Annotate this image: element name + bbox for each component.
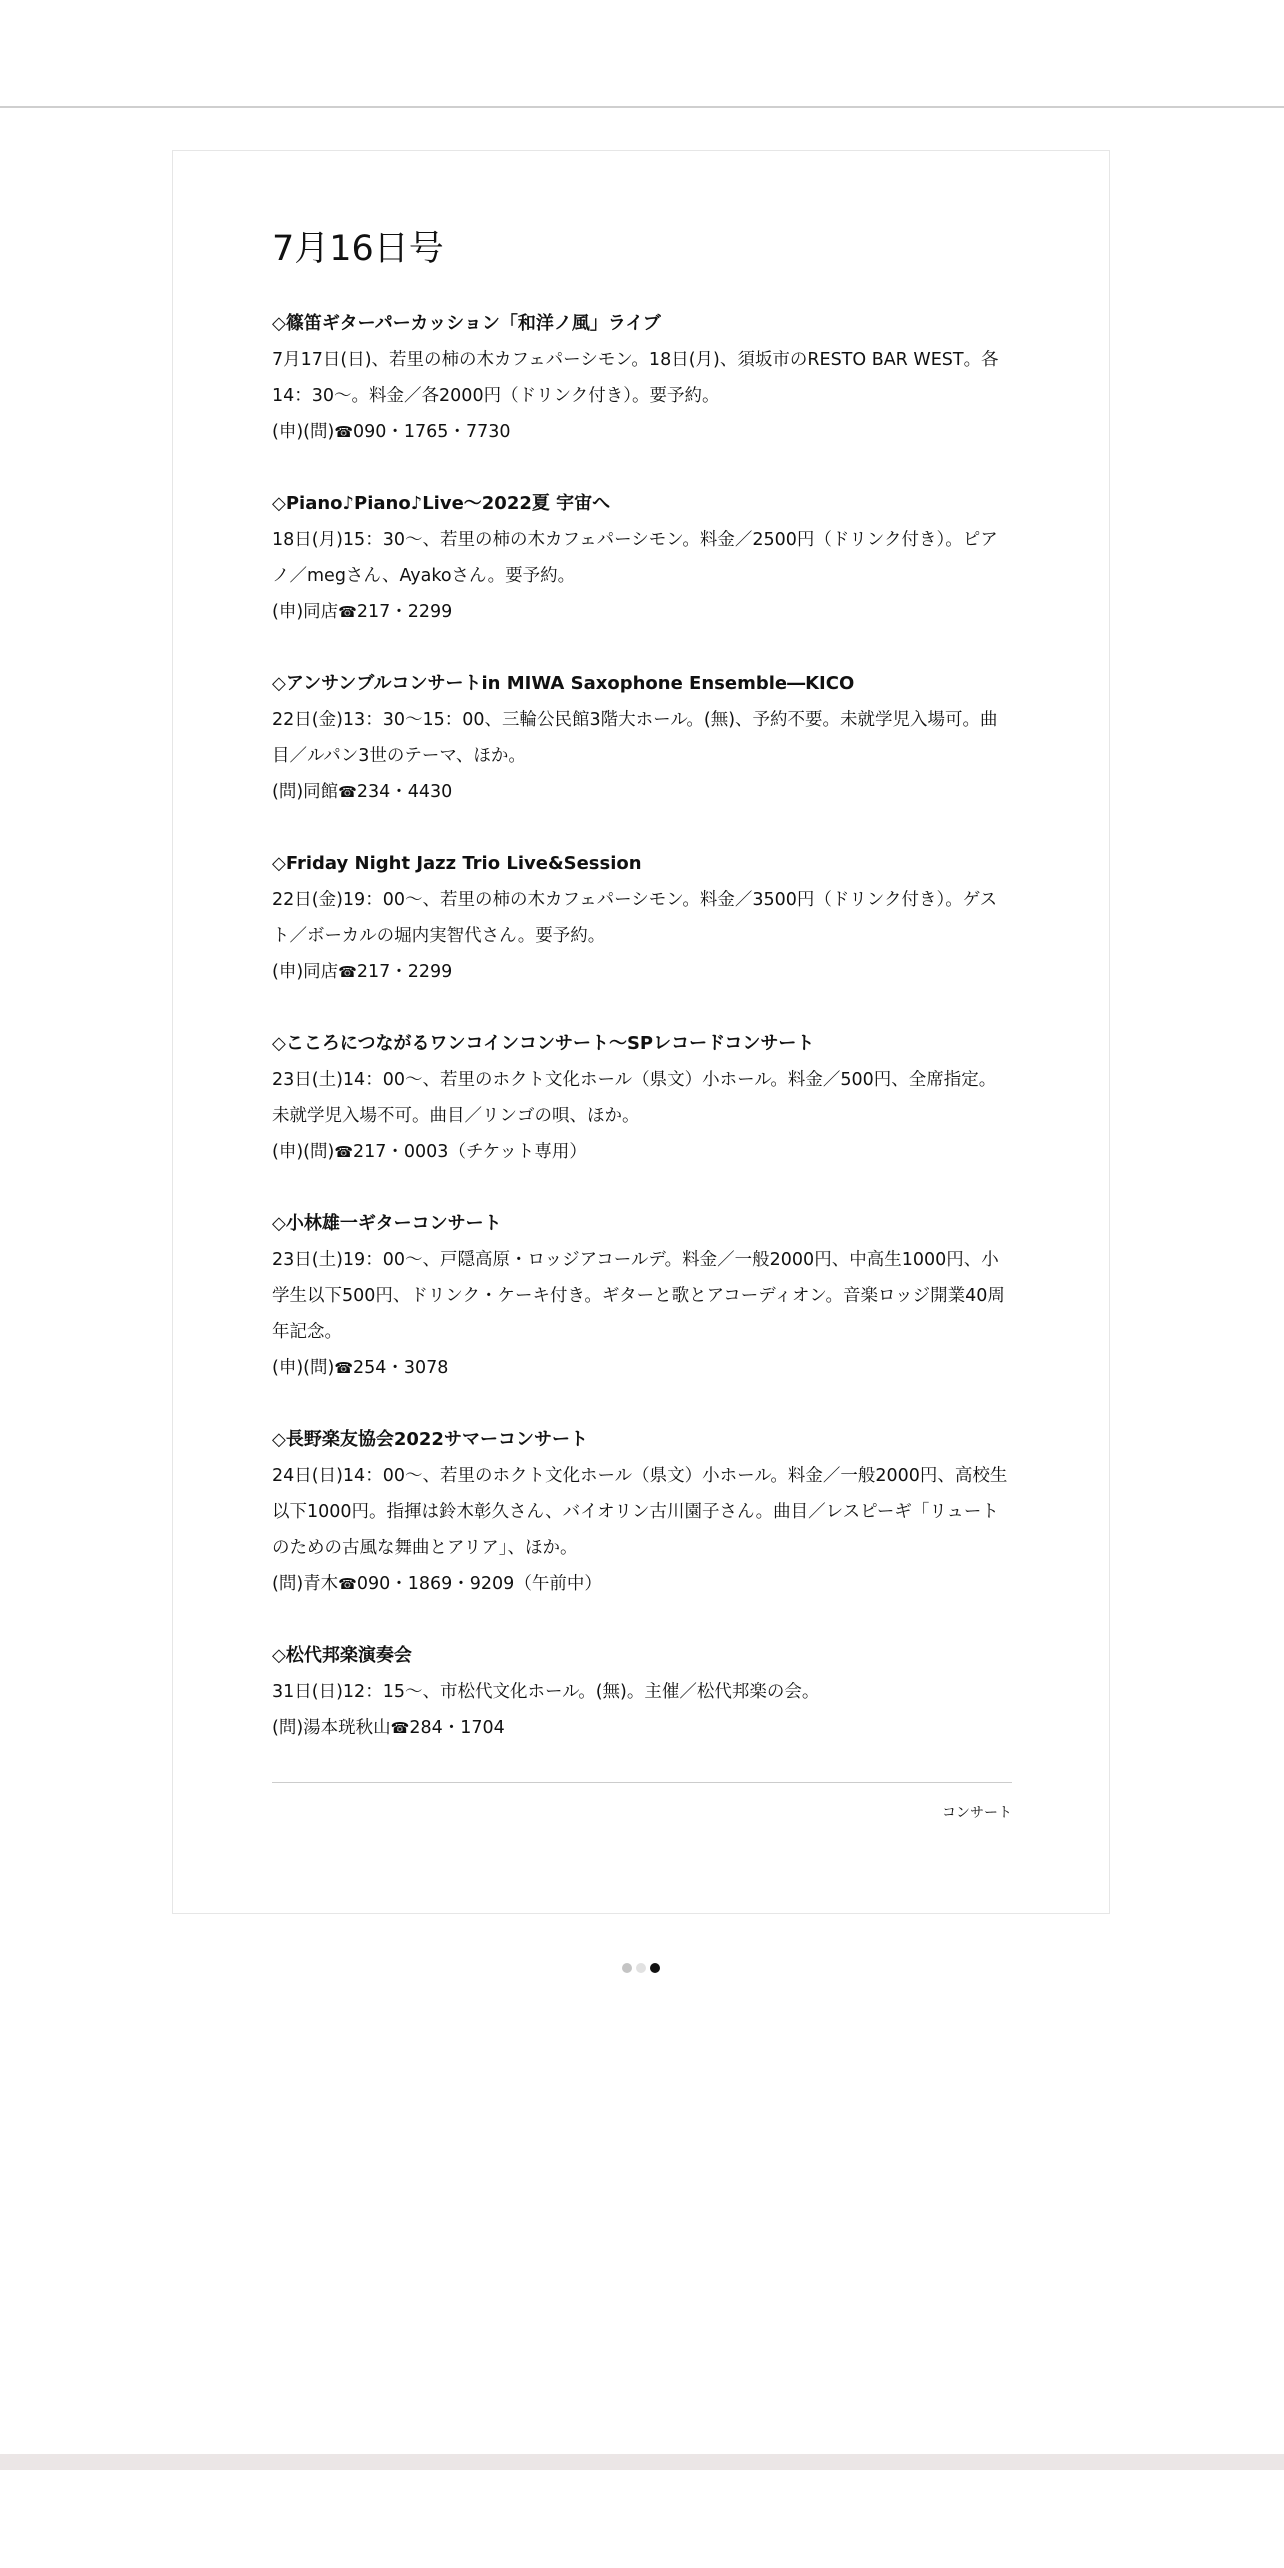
contact-number: 090・1765・7730 (353, 422, 511, 442)
event-description: 7月17日(日)、若里の柿の木カフェパーシモン。18日(月)、須坂市のRESTO BAR WEST。各14：30〜。料金／各2000円（ドリンク付き）。要予約。 (272, 350, 999, 406)
contact-label: (申)同店 (272, 602, 339, 622)
event-item (272, 1638, 1012, 1746)
phone-icon: ☎ (334, 1143, 353, 1161)
event-title: ◇小林雄一ギターコンサート (272, 1213, 502, 1234)
category-tag[interactable]: コンサート (942, 1805, 1012, 1821)
contact-number: 254・3078 (353, 1358, 449, 1378)
event-description: 22日(金)19：00〜、若里の柿の木カフェパーシモン。料金／3500円（ドリンク付き）。ゲスト／ボーカルの堀内実智代さん。要予約。 (272, 890, 998, 946)
contact-label: (申)(問) (272, 1142, 335, 1162)
contact-number: 217・2299 (356, 962, 453, 982)
contact-label: (申)同店 (272, 962, 339, 982)
pagination-dots (622, 1962, 660, 1974)
site-header (0, 0, 1284, 108)
phone-icon: ☎ (338, 603, 357, 621)
contact-label: (問)青木 (272, 1574, 339, 1594)
contact-label: (申)(問) (272, 422, 335, 442)
event-contact (272, 1134, 1012, 1170)
event-title: ◇Piano♪Piano♪Live〜2022夏 宇宙へ (272, 493, 611, 514)
event-contact (272, 594, 1012, 630)
phone-icon: ☎ (338, 963, 357, 981)
phone-icon: ☎ (390, 1719, 410, 1737)
phone-icon: ☎ (338, 783, 357, 801)
event-title: ◇Friday Night Jazz Trio Live&Session (272, 853, 642, 874)
contact-number: 234・4430 (356, 782, 453, 802)
pager-dot[interactable] (622, 1963, 632, 1973)
contact-number: 217・0003（チケット専用） (353, 1142, 587, 1162)
event-title: ◇松代邦楽演奏会 (272, 1645, 412, 1666)
event-title: ◇篠笛ギターパーカッション「和洋ノ風」ライブ (272, 313, 661, 334)
event-contact (272, 1566, 1012, 1602)
contact-label: (申)(問) (272, 1358, 335, 1378)
divider (272, 1782, 1012, 1783)
event-description: 22日(金)13：30〜15：00、三輪公民館3階大ホール。(無)、予約不要。未就学児入場可。曲目／ルパン3世のテーマ、ほか。 (272, 710, 998, 766)
event-contact (272, 954, 1012, 990)
article-card (172, 150, 1110, 1914)
event-item (272, 306, 1012, 450)
event-item (272, 1422, 1012, 1602)
event-description: 24日(日)14：00〜、若里のホクト文化ホール（県文）小ホール。料金／一般2000円、高校生以下1000円。指揮は鈴木彰久さん、バイオリン古川園子さん。曲目／レスピーギ「リュートのための古風な舞曲とアリア」、ほか。 (272, 1466, 1008, 1558)
event-contact (272, 1710, 1012, 1746)
event-description: 23日(土)14：00〜、若里のホクト文化ホール（県文）小ホール。料金／500円、全席指定。未就学児入場不可。曲目／リンゴの唄、ほか。 (272, 1070, 997, 1126)
event-item (272, 1026, 1012, 1170)
event-description: 31日(日)12：15〜、市松代文化ホール。(無)。主催／松代邦楽の会。 (272, 1682, 820, 1702)
event-item (272, 1206, 1012, 1386)
event-list (272, 306, 1012, 1746)
contact-number: 284・1704 (409, 1718, 505, 1738)
article-content (272, 221, 1012, 1823)
pager-dot[interactable] (650, 1963, 660, 1973)
event-contact (272, 774, 1012, 810)
event-contact (272, 1350, 1012, 1386)
footer-band (0, 2454, 1284, 2470)
event-contact (272, 414, 1012, 450)
event-description: 18日(月)15：30〜、若里の柿の木カフェパーシモン。料金／2500円（ドリンク付き）。ピアノ／megさん、Ayakoさん。要予約。 (272, 530, 998, 586)
phone-icon: ☎ (334, 423, 353, 441)
event-item (272, 846, 1012, 990)
contact-number: 090・1869・9209（午前中） (356, 1574, 602, 1594)
pager-dot[interactable] (636, 1963, 646, 1973)
issue-title: 7月16日号 (272, 229, 444, 269)
contact-number: 217・2299 (356, 602, 453, 622)
event-item (272, 486, 1012, 630)
event-description: 23日(土)19：00〜、戸隠高原・ロッジアコールデ。料金／一般2000円、中高生1000円、小学生以下500円、ドリンク・ケーキ付き。ギターと歌とアコーディオン。音楽ロッジ開業40周年記念。 (272, 1250, 1005, 1342)
phone-icon: ☎ (334, 1359, 353, 1377)
event-title: ◇アンサンブルコンサートin MIWA Saxophone Ensemble―KICO (272, 673, 855, 694)
event-title: ◇長野楽友協会2022サマーコンサート (272, 1429, 588, 1450)
event-title: ◇こころにつながるワンコインコンサート〜SPレコードコンサート (272, 1033, 815, 1054)
contact-label: (問)同館 (272, 782, 339, 802)
contact-label: (問)湯本珖秋山 (272, 1718, 391, 1738)
phone-icon: ☎ (338, 1575, 357, 1593)
event-item (272, 666, 1012, 810)
